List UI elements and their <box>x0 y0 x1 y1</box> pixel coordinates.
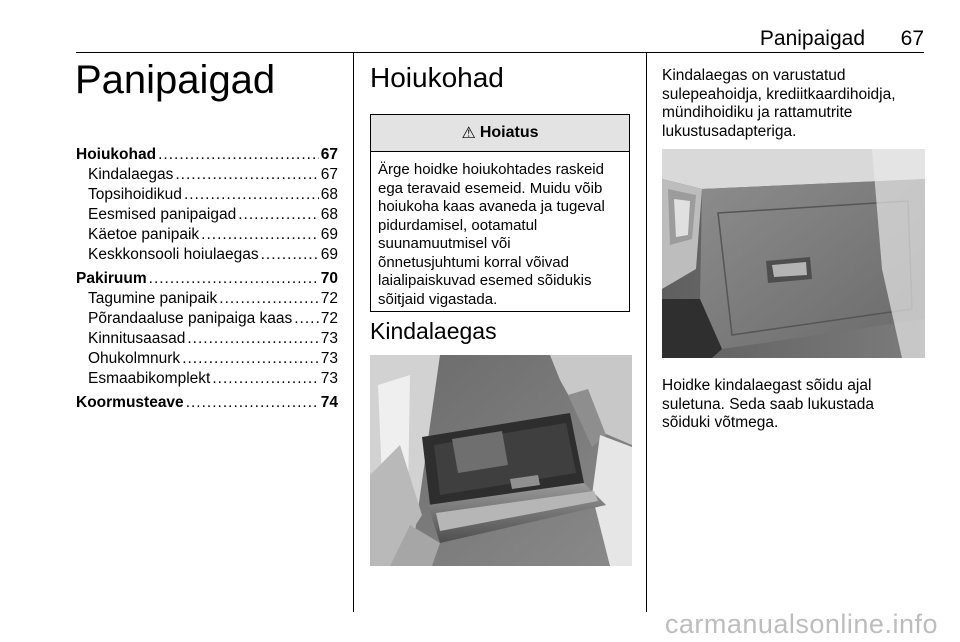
watermark: carmanualsonline.info <box>664 609 938 639</box>
toc-dot-leader <box>149 269 319 289</box>
toc-entry[interactable] <box>76 269 338 289</box>
paragraph-keep-closed <box>662 377 932 433</box>
paragraph-line: lukustusadapteriga. <box>662 122 797 140</box>
warning-header <box>371 115 629 152</box>
toc-dot-leader <box>186 393 319 413</box>
toc-entry-page: 69 <box>320 246 338 263</box>
toc-entry-page: 68 <box>320 206 338 223</box>
toc-dot-leader <box>182 349 319 369</box>
toc-dot-leader <box>238 205 319 225</box>
toc-entry-label: Esmaabikomplekt <box>88 370 211 387</box>
toc-entry[interactable] <box>76 245 338 265</box>
paragraph-features <box>662 67 932 141</box>
toc-entry-label: Põrandaaluse panipaiga kaas <box>88 310 293 327</box>
column-divider-left <box>353 52 354 612</box>
subsection-title: Kindalaegas <box>370 318 497 344</box>
warning-text-line: õnnetusjuhtumi korral võivad <box>378 253 569 271</box>
toc-entry[interactable] <box>76 165 338 185</box>
toc-dot-leader <box>212 369 318 389</box>
toc-dot-leader <box>184 185 319 205</box>
toc-dot-leader <box>187 329 318 349</box>
header-page-number: 67 <box>900 27 924 50</box>
toc-entry[interactable] <box>76 349 338 369</box>
header-rule <box>76 52 924 53</box>
toc-entry[interactable] <box>76 185 338 205</box>
toc-dot-leader <box>201 225 319 245</box>
toc-entry-page: 70 <box>320 270 338 287</box>
toc-entry-label: Tagumine panipaik <box>88 290 218 307</box>
toc-entry-label: Koormusteave <box>76 394 184 411</box>
toc-entry-page: 73 <box>320 350 338 367</box>
glovebox-open-photo <box>370 355 632 566</box>
warning-text-line: ega teravaid esemeid. Muidu võib <box>378 179 603 197</box>
toc-dot-leader <box>175 165 318 185</box>
toc-entry-page: 67 <box>320 146 338 163</box>
toc-entry[interactable] <box>76 145 338 165</box>
toc-dot-leader <box>294 309 319 329</box>
toc-entry-label: Ohukolmnurk <box>88 350 181 367</box>
paragraph-line: Kindalaegas on varustatud <box>662 67 846 84</box>
toc-entry-page: 73 <box>320 370 338 387</box>
toc-dot-leader <box>158 145 319 165</box>
warning-text <box>371 152 629 309</box>
toc-entry[interactable] <box>76 369 338 389</box>
header-section-title: Panipaigad <box>759 27 865 50</box>
toc-entry[interactable] <box>76 393 338 413</box>
table-of-contents <box>76 145 338 413</box>
warning-triangle-icon: ⚠ <box>461 125 476 142</box>
toc-dot-leader <box>261 245 319 265</box>
toc-entry-page: 67 <box>320 166 338 183</box>
toc-entry-label: Hoiukohad <box>76 146 157 163</box>
toc-entry-page: 72 <box>320 290 338 307</box>
warning-box <box>370 114 630 312</box>
column-divider-right <box>646 52 647 612</box>
paragraph-line: suletuna. Seda saab lukustada <box>662 395 874 413</box>
warning-text-line: suunamuutmisel või <box>378 235 511 252</box>
toc-dot-leader <box>219 289 318 309</box>
toc-entry-label: Eesmised panipaigad <box>88 206 237 223</box>
toc-entry[interactable] <box>76 329 338 349</box>
warning-text-line: sõitjaid vigastada. <box>378 290 498 308</box>
chapter-title: Panipaigad <box>75 58 276 102</box>
toc-entry-label: Käetoe panipaik <box>88 226 200 243</box>
glovebox-closed-photo <box>662 149 925 358</box>
toc-entry[interactable] <box>76 289 338 309</box>
warning-text-line: pidurdamisel, ootamatul <box>378 216 538 234</box>
warning-text-line: hoiukoha kaas avaneda ja tugeval <box>378 198 605 215</box>
warning-heading: Hoiatus <box>479 124 539 141</box>
toc-entry-page: 68 <box>320 186 338 203</box>
paragraph-line: mündihoidiku ja rattamutrite <box>662 104 853 121</box>
paragraph-line: sulepeahoidja, krediitkaardihoidja, <box>662 85 896 103</box>
toc-entry-label: Keskkonsooli hoiulaegas <box>88 246 259 263</box>
toc-entry[interactable] <box>76 225 338 245</box>
toc-entry-label: Pakiruum <box>76 270 147 287</box>
section-title: Hoiukohad <box>370 62 504 93</box>
toc-entry-label: Kinnitusaasad <box>88 330 186 347</box>
paragraph-line: Hoidke kindalaegast sõidu ajal <box>662 377 872 394</box>
warning-text-line: Ärge hoidke hoiukohtades raskeid <box>378 161 604 178</box>
toc-entry-page: 72 <box>320 310 338 327</box>
toc-entry[interactable] <box>76 309 338 329</box>
warning-text-line: laialipaiskuvad esemed sõidukis <box>378 272 592 289</box>
toc-entry[interactable] <box>76 205 338 225</box>
toc-entry-label: Topsihoidikud <box>88 186 182 203</box>
toc-entry-page: 69 <box>320 226 338 243</box>
toc-entry-page: 73 <box>320 330 338 347</box>
toc-entry-label: Kindalaegas <box>88 166 174 183</box>
paragraph-line: sõiduki võtmega. <box>662 414 779 431</box>
toc-entry-page: 74 <box>320 394 338 411</box>
